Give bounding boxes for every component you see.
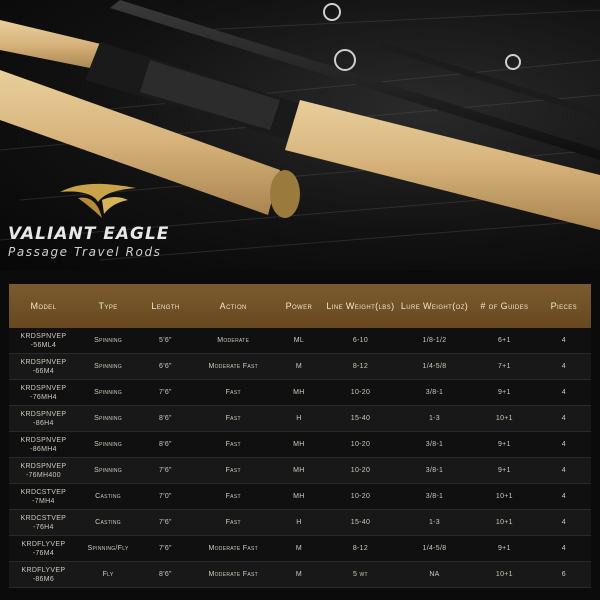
cell-action: Fast	[193, 432, 274, 458]
cell-model: KRDSPNVEP -66M4	[9, 354, 78, 380]
cell-line-weight: 10-20	[324, 432, 397, 458]
cell-guides: 9+1	[472, 432, 537, 458]
cell-lure-weight: 3/8-1	[397, 432, 472, 458]
cell-action: Fast	[193, 406, 274, 432]
cell-type: Fly	[78, 562, 138, 588]
cell-action: Moderate Fast	[193, 354, 274, 380]
cell-line-weight: 5 wt	[324, 562, 397, 588]
cell-model: KRDCSTVEP -7MH4	[9, 484, 78, 510]
cell-pieces: 4	[537, 354, 591, 380]
cell-lure-weight: 3/8-1	[397, 380, 472, 406]
cell-type: Spinning	[78, 406, 138, 432]
cell-model: KRDCSTVEP -76H4	[9, 510, 78, 536]
cell-action: Fast	[193, 510, 274, 536]
header-lure-weight: Lure Weight(oz)	[397, 284, 472, 328]
header-action: Action	[193, 284, 274, 328]
cell-model: KRDFLYVEP -86M6	[9, 562, 78, 588]
cell-line-weight: 8-12	[324, 354, 397, 380]
cell-guides: 9+1	[472, 458, 537, 484]
table-row	[9, 406, 591, 432]
cell-line-weight: 10-20	[324, 458, 397, 484]
cell-power: ML	[274, 328, 324, 354]
table-header	[9, 284, 591, 328]
header-pieces: Pieces	[537, 284, 591, 328]
cell-length: 7'6"	[138, 536, 192, 562]
cell-line-weight: 10-20	[324, 380, 397, 406]
cell-model: KRDSPNVEP -86H4	[9, 406, 78, 432]
cell-type: Spinning	[78, 432, 138, 458]
table-row	[9, 484, 591, 510]
header-power: Power	[274, 284, 324, 328]
cell-type: Casting	[78, 510, 138, 536]
brand-block	[8, 178, 208, 259]
header-guides: # of Guides	[472, 284, 537, 328]
cell-length: 8'6"	[138, 406, 192, 432]
cell-model: KRDSPNVEP -56ML4	[9, 328, 78, 354]
cell-pieces: 4	[537, 380, 591, 406]
table-row	[9, 432, 591, 458]
cell-power: MH	[274, 484, 324, 510]
cell-model: KRDSPNVEP -76MH4	[9, 380, 78, 406]
table-row	[9, 536, 591, 562]
cell-power: MH	[274, 380, 324, 406]
cell-guides: 10+1	[472, 484, 537, 510]
cell-lure-weight: 1-3	[397, 406, 472, 432]
cell-length: 8'6"	[138, 432, 192, 458]
hero-image	[0, 0, 600, 270]
cell-action: Fast	[193, 458, 274, 484]
cell-power: M	[274, 536, 324, 562]
cell-lure-weight: 1-3	[397, 510, 472, 536]
cell-length: 7'0"	[138, 484, 192, 510]
cell-length: 8'6"	[138, 562, 192, 588]
cell-lure-weight: 1/4-5/8	[397, 536, 472, 562]
cell-guides: 9+1	[472, 536, 537, 562]
cell-guides: 7+1	[472, 354, 537, 380]
cell-length: 7'6"	[138, 510, 192, 536]
table-row	[9, 458, 591, 484]
cell-guides: 10+1	[472, 562, 537, 588]
cell-line-weight: 15-40	[324, 510, 397, 536]
header-line-weight: Line Weight(lbs)	[324, 284, 397, 328]
cell-action: Moderate Fast	[193, 536, 274, 562]
cell-pieces: 4	[537, 432, 591, 458]
header-model: Model	[9, 284, 78, 328]
table-row	[9, 562, 591, 588]
table-row	[9, 510, 591, 536]
cell-power: H	[274, 406, 324, 432]
cell-type: Spinning	[78, 354, 138, 380]
cell-pieces: 4	[537, 536, 591, 562]
table-row	[9, 354, 591, 380]
cell-line-weight: 15-40	[324, 406, 397, 432]
cell-lure-weight: 1/4-5/8	[397, 354, 472, 380]
header-length: Length	[138, 284, 192, 328]
cell-length: 7'6"	[138, 380, 192, 406]
eagle-logo-icon	[58, 178, 138, 222]
cell-model: KRDSPNVEP -76MH400	[9, 458, 78, 484]
cell-length: 5'6"	[138, 328, 192, 354]
cell-line-weight: 10-20	[324, 484, 397, 510]
cell-action: Moderate Fast	[193, 562, 274, 588]
cell-pieces: 4	[537, 328, 591, 354]
cell-line-weight: 8-12	[324, 536, 397, 562]
cell-lure-weight: 3/8-1	[397, 484, 472, 510]
cell-power: M	[274, 562, 324, 588]
spec-table	[9, 284, 591, 588]
cell-action: Fast	[193, 484, 274, 510]
cell-length: 7'6"	[138, 458, 192, 484]
cell-pieces: 6	[537, 562, 591, 588]
cell-power: M	[274, 354, 324, 380]
cell-guides: 10+1	[472, 510, 537, 536]
cell-guides: 9+1	[472, 380, 537, 406]
cell-pieces: 4	[537, 510, 591, 536]
cell-line-weight: 6-10	[324, 328, 397, 354]
cell-pieces: 4	[537, 406, 591, 432]
cell-guides: 6+1	[472, 328, 537, 354]
brand-subtitle: Passage Travel Rods	[8, 245, 162, 259]
cell-lure-weight: 1/8-1/2	[397, 328, 472, 354]
cell-power: MH	[274, 458, 324, 484]
cell-action: Fast	[193, 380, 274, 406]
cell-lure-weight: 3/8-1	[397, 458, 472, 484]
cell-guides: 10+1	[472, 406, 537, 432]
table-row	[9, 380, 591, 406]
cell-power: MH	[274, 432, 324, 458]
cell-model: KRDSPNVEP -86MH4	[9, 432, 78, 458]
cell-pieces: 4	[537, 484, 591, 510]
cell-lure-weight: NA	[397, 562, 472, 588]
cell-action: Moderate	[193, 328, 274, 354]
cell-model: KRDFLYVEP -76M4	[9, 536, 78, 562]
cell-type: Spinning/Fly	[78, 536, 138, 562]
brand-title: VALIANT EAGLE	[8, 224, 170, 244]
header-type: Type	[78, 284, 138, 328]
cell-type: Casting	[78, 484, 138, 510]
cell-pieces: 4	[537, 458, 591, 484]
cell-length: 6'6"	[138, 354, 192, 380]
cell-type: Spinning	[78, 328, 138, 354]
cell-type: Spinning	[78, 458, 138, 484]
table-row	[9, 328, 591, 354]
cell-power: H	[274, 510, 324, 536]
cell-type: Spinning	[78, 380, 138, 406]
